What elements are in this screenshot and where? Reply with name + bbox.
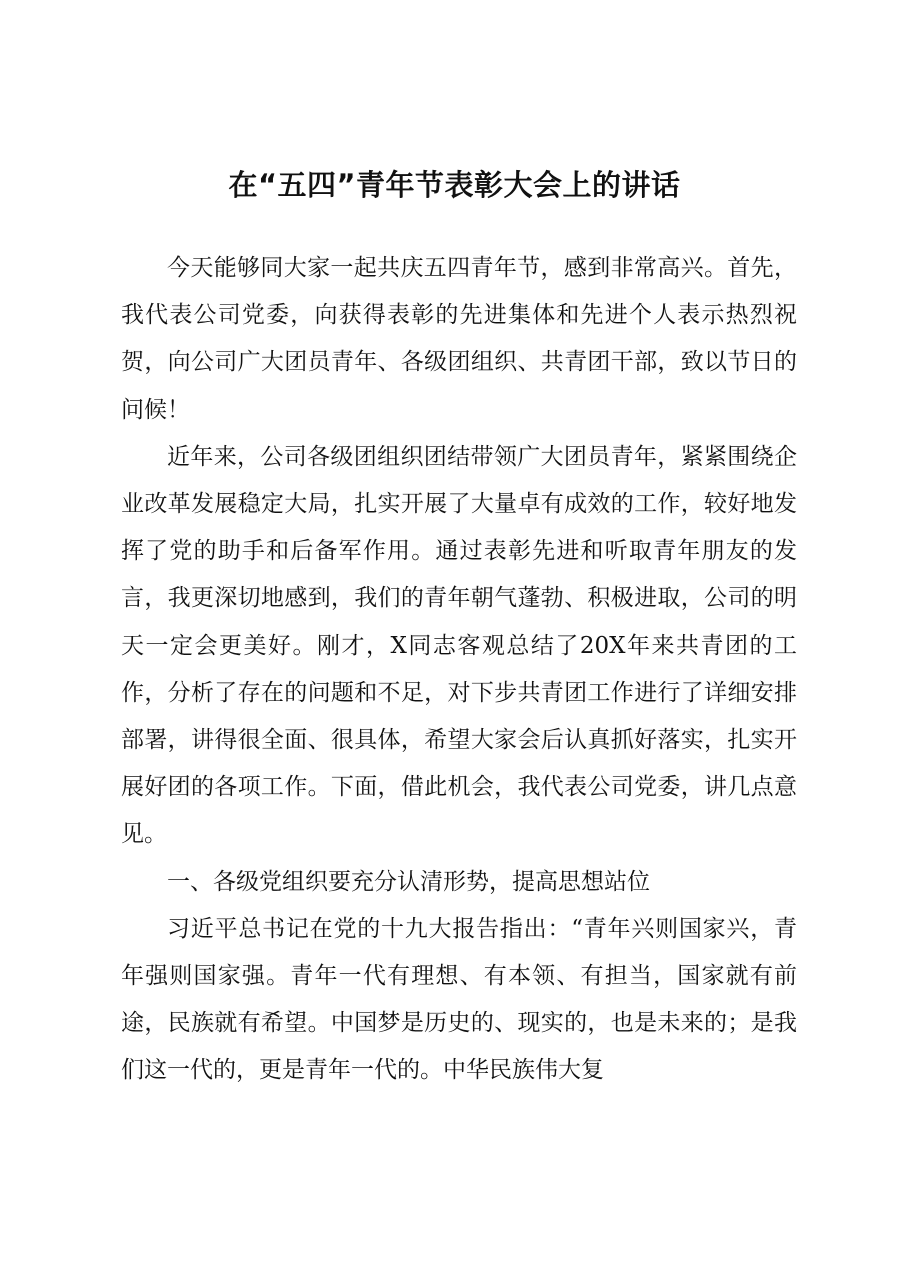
section-heading-1: 一、各级党组织要充分认清形势，提高思想站位: [167, 868, 650, 895]
paragraph-quote: 习近平总书记在党的十九大报告指出：“青年兴则国家兴，青年强则国家强。青年一代有理想、有本领、有担当，国家就有前途，民族就有希望。中国梦是历史的、现实的，也是未来的；是我们这一代的，更是青年一代的。中华民族伟大复: [121, 915, 797, 1084]
paragraph-review: 近年来，公司各级团组织团结带领广大团员青年，紧紧围绕企业改革发展稳定大局，扎实开展了大量卓有成效的工作，较好地发挥了党的助手和后备军作用。通过表彰先进和听取青年朋友的发言，我更深切地感到，我们的青年朝气蓬勃、积极进取，公司的明天一定会更美好。刚才，X同志客观总结了20X年来共青团的工作，分析了存在的问题和不足，对下步共青团工作进行了详细安排部署，讲得很全面、很具体，希望大家会后认真抓好落实，扎实开展好团的各项工作。下面，借此机会，我代表公司党委，讲几点意见。: [121, 443, 797, 848]
document-title: 在“五四”青年节表彰大会上的讲话: [228, 168, 681, 202]
paragraph-opening: 今天能够同大家一起共庆五四青年节，感到非常高兴。首先，我代表公司党委，向获得表彰的先进集体和先进个人表示热烈祝贺，向公司广大团员青年、各级团组织、共青团干部，致以节日的问候！: [121, 255, 797, 423]
document-body: [121, 245, 797, 1095]
